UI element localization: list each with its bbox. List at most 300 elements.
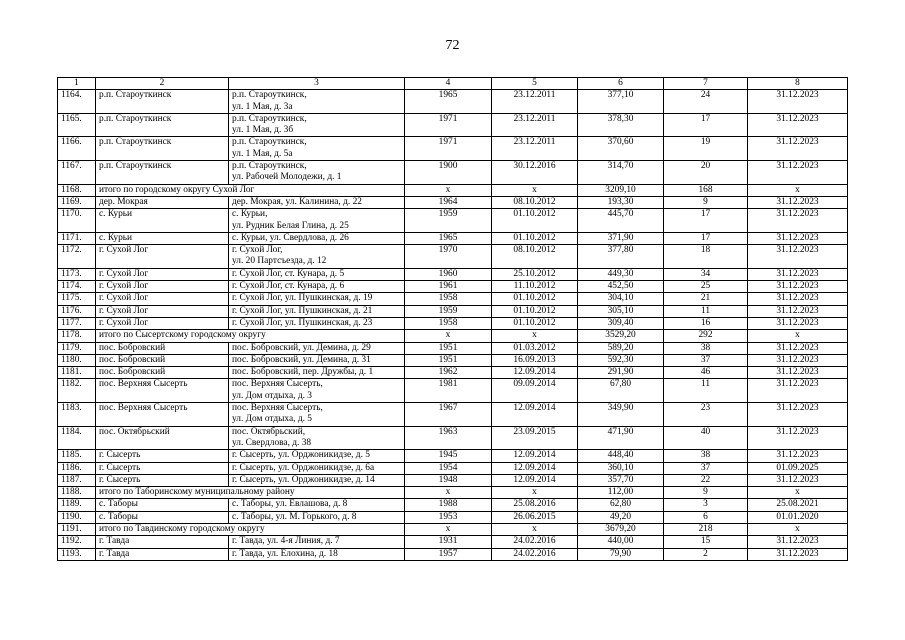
deadline-cell: 31.12.2023 [748,293,848,305]
address-line: ул. 1 Мая, д. 5а [232,148,293,159]
address-cell [229,137,405,161]
date-cell: 08.10.2012 [492,196,578,208]
table-row [58,305,848,317]
year-cell: 1954 [405,462,492,474]
area-cell: 360,10 [578,462,664,474]
table-row [58,474,848,486]
year-cell: 1953 [405,511,492,523]
year-cell: 1960 [405,268,492,280]
date-cell: 25.08.2016 [492,499,578,511]
area-cell: 378,30 [578,113,664,137]
column-header: 7 [664,78,748,90]
residents-cell: 37 [664,462,748,474]
date-cell: 12.09.2014 [492,474,578,486]
address-line: с. Таборы, ул. М. Горького, д. 8 [232,511,357,522]
deadline-cell: 31.12.2023 [748,474,848,486]
row-number-cell: 1171. [58,232,96,244]
column-header: 8 [748,78,848,90]
date-cell: 12.09.2014 [492,450,578,462]
address-cell [229,403,405,427]
area-cell: 448,40 [578,450,664,462]
table-row [58,379,848,403]
date-cell: 23.12.2011 [492,113,578,137]
address-line: г. Сухой Лог, ул. Пушкинская, д. 21 [232,305,373,316]
date-cell: 26.06.2015 [492,511,578,523]
date-cell: 24.02.2016 [492,536,578,548]
locality-cell: г. Сухой Лог [96,305,229,317]
table-row [58,113,848,137]
address-line: г. Сысерть, ул. Орджоникидзе, д. 6а [232,462,375,473]
deadline-cell: 31.12.2023 [748,367,848,379]
table-row [58,462,848,474]
area-cell: 49,20 [578,511,664,523]
locality-cell: с. Таборы [96,511,229,523]
row-number-cell: 1183. [58,403,96,427]
area-cell: 589,20 [578,342,664,354]
residents-cell: 3 [664,499,748,511]
date-cell: 30.12.2016 [492,161,578,185]
address-line: г. Сысерть, ул. Орджоникидзе, д. 14 [232,474,375,485]
deadline-cell: 31.12.2023 [748,536,848,548]
address-cell [229,379,405,403]
address-line: ул. Рудник Белая Глина, д. 25 [232,220,349,231]
deadline-cell: 31.12.2023 [748,232,848,244]
row-number-cell: 1170. [58,209,96,233]
row-number-cell: 1174. [58,281,96,293]
deadline-cell: 31.12.2023 [748,305,848,317]
date-cell: 11.10.2012 [492,281,578,293]
locality-cell: пос. Бобровский [96,342,229,354]
residents-cell: 37 [664,354,748,366]
locality-cell: р.п. Староуткинск [96,90,229,114]
table-row [58,342,848,354]
residents-cell: 9 [664,196,748,208]
address-cell [229,426,405,450]
date-cell: 23.12.2011 [492,137,578,161]
address-line: г. Тавда, ул. 4-я Линия, д. 7 [232,536,340,547]
locality-cell: дер. Мокрая [96,196,229,208]
table-total-row [58,523,848,535]
residents-cell: 168 [664,184,748,196]
year-cell: 1965 [405,90,492,114]
area-cell: 193,30 [578,196,664,208]
residents-cell: 11 [664,379,748,403]
column-header: 1 [58,78,96,90]
total-label-cell: итого по Таборинскому муниципальному району [96,487,405,499]
area-cell: 592,30 [578,354,664,366]
residents-cell: 292 [664,330,748,342]
residents-cell: 17 [664,232,748,244]
address-line: г. Сухой Лог, ст. Кунара, д. 5 [232,268,345,279]
residents-cell: 17 [664,113,748,137]
address-cell [229,245,405,269]
date-cell: 23.09.2015 [492,426,578,450]
date-cell: 25.10.2012 [492,268,578,280]
row-number-cell: 1180. [58,354,96,366]
address-cell [229,450,405,462]
residents-cell: 218 [664,523,748,535]
locality-cell: с. Курьи [96,232,229,244]
total-label-cell: итого по Тавдинскому городскому округу [96,523,405,535]
locality-cell: р.п. Староуткинск [96,113,229,137]
deadline-cell: 25.08.2021 [748,499,848,511]
address-cell [229,367,405,379]
deadline-cell: 31.12.2023 [748,281,848,293]
residents-cell: 21 [664,293,748,305]
locality-cell: пос. Бобровский [96,354,229,366]
address-cell [229,536,405,548]
date-cell: 12.09.2014 [492,367,578,379]
residents-cell: 11 [664,305,748,317]
address-line: г. Сухой Лог, [232,245,283,256]
table-row [58,536,848,548]
deadline-cell: 31.12.2023 [748,403,848,427]
deadline-cell: 31.12.2023 [748,90,848,114]
table-total-row [58,330,848,342]
area-cell: 112,00 [578,487,664,499]
year-cell: 1964 [405,196,492,208]
residents-cell: 19 [664,137,748,161]
locality-cell: г. Сысерть [96,450,229,462]
date-cell: 24.02.2016 [492,548,578,560]
year-cell: 1900 [405,161,492,185]
locality-cell: пос. Верхняя Сысерть [96,403,229,427]
address-line: г. Сысерть, ул. Орджоникидзе, д. 5 [232,450,370,461]
table-row [58,196,848,208]
residents-cell: 23 [664,403,748,427]
area-cell: 445,70 [578,209,664,233]
area-cell: 291,90 [578,367,664,379]
address-line: с. Таборы, ул. Евлашова, д. 8 [232,499,348,510]
address-cell [229,161,405,185]
year-cell: 1971 [405,113,492,137]
date-cell: 12.09.2014 [492,462,578,474]
area-cell: 349,90 [578,403,664,427]
locality-cell: пос. Октябрьский [96,426,229,450]
locality-cell: р.п. Староуткинск [96,161,229,185]
area-cell: 79,90 [578,548,664,560]
deadline-cell: 01.01.2020 [748,511,848,523]
address-line: г. Тавда, ул. Елохина, д. 18 [232,548,338,559]
year-cell: x [405,487,492,499]
table-row [58,281,848,293]
address-cell [229,293,405,305]
table-row [58,137,848,161]
residents-cell: 40 [664,426,748,450]
locality-cell: пос. Бобровский [96,367,229,379]
locality-cell: г. Сухой Лог [96,293,229,305]
locality-cell: г. Сухой Лог [96,268,229,280]
date-cell: x [492,330,578,342]
table-row [58,367,848,379]
year-cell: 1988 [405,499,492,511]
year-cell: 1948 [405,474,492,486]
deadline-cell: 31.12.2023 [748,379,848,403]
residents-cell: 16 [664,317,748,329]
table-row [58,354,848,366]
area-cell: 357,70 [578,474,664,486]
row-number-cell: 1176. [58,305,96,317]
row-number-cell: 1192. [58,536,96,548]
address-line: ул. Рабочей Молодежи, д. 1 [232,172,342,183]
table-row [58,161,848,185]
residents-cell: 18 [664,245,748,269]
row-number-cell: 1167. [58,161,96,185]
row-number-cell: 1175. [58,293,96,305]
date-cell: 01.10.2012 [492,305,578,317]
deadline-cell: 01.09.2025 [748,462,848,474]
address-cell [229,90,405,114]
row-number-cell: 1187. [58,474,96,486]
deadline-cell: x [748,330,848,342]
address-cell [229,548,405,560]
row-number-cell: 1190. [58,511,96,523]
row-number-cell: 1169. [58,196,96,208]
row-number-cell: 1172. [58,245,96,269]
address-cell [229,232,405,244]
address-line: ул. Дом отдыха, д. 3 [232,390,312,401]
area-cell: 67,80 [578,379,664,403]
address-cell [229,113,405,137]
year-cell: 1970 [405,245,492,269]
residents-cell: 9 [664,487,748,499]
deadline-cell: 31.12.2023 [748,354,848,366]
locality-cell: г. Сухой Лог [96,281,229,293]
area-cell: 309,40 [578,317,664,329]
row-number-cell: 1177. [58,317,96,329]
year-cell: 1931 [405,536,492,548]
year-cell: x [405,330,492,342]
row-number-cell: 1191. [58,523,96,535]
deadline-cell: 31.12.2023 [748,209,848,233]
date-cell: 01.10.2012 [492,317,578,329]
year-cell: 1971 [405,137,492,161]
table-row [58,511,848,523]
locality-cell: г. Тавда [96,536,229,548]
address-line: пос. Бобровский, ул. Демина, д. 29 [232,342,371,353]
row-number-cell: 1166. [58,137,96,161]
residents-cell: 6 [664,511,748,523]
year-cell: 1959 [405,305,492,317]
housing-registry-table [57,77,848,561]
residents-cell: 15 [664,536,748,548]
address-line: пос. Верхняя Сысерть, [232,379,323,390]
row-number-cell: 1193. [58,548,96,560]
table-header-row [58,78,848,90]
date-cell: x [492,184,578,196]
table-total-row [58,487,848,499]
total-label-cell: итого по городскому округу Сухой Лог [96,184,405,196]
address-cell [229,474,405,486]
locality-cell: г. Сысерть [96,474,229,486]
column-header: 3 [229,78,405,90]
residents-cell: 24 [664,90,748,114]
column-header: 6 [578,78,664,90]
address-line: с. Курьи, ул. Свердлова, д. 26 [232,232,349,243]
locality-cell: пос. Верхняя Сысерть [96,379,229,403]
address-line: пос. Верхняя Сысерть, [232,403,323,414]
row-number-cell: 1188. [58,487,96,499]
address-cell [229,281,405,293]
residents-cell: 38 [664,342,748,354]
area-cell: 3679,20 [578,523,664,535]
locality-cell: р.п. Староуткинск [96,137,229,161]
year-cell: 1961 [405,281,492,293]
address-line: р.п. Староуткинск, [232,137,307,148]
area-cell: 377,80 [578,245,664,269]
date-cell: 01.10.2012 [492,232,578,244]
area-cell: 3209,10 [578,184,664,196]
area-cell: 452,50 [578,281,664,293]
area-cell: 377,10 [578,90,664,114]
residents-cell: 34 [664,268,748,280]
address-line: пос. Октябрьский, [232,426,306,437]
table-row [58,403,848,427]
deadline-cell: 31.12.2023 [748,196,848,208]
column-header: 4 [405,78,492,90]
table-row [58,245,848,269]
table-body [58,78,848,561]
column-header: 2 [96,78,229,90]
address-line: г. Сухой Лог, ул. Пушкинская, д. 19 [232,293,373,304]
year-cell: 1965 [405,232,492,244]
deadline-cell: 31.12.2023 [748,245,848,269]
deadline-cell: x [748,523,848,535]
row-number-cell: 1179. [58,342,96,354]
row-number-cell: 1178. [58,330,96,342]
area-cell: 370,60 [578,137,664,161]
row-number-cell: 1165. [58,113,96,137]
address-line: с. Курьи, [232,209,268,220]
table-row [58,317,848,329]
area-cell: 371,90 [578,232,664,244]
address-line: р.п. Староуткинск, [232,113,307,124]
year-cell: 1963 [405,426,492,450]
deadline-cell: 31.12.2023 [748,426,848,450]
deadline-cell: x [748,487,848,499]
residents-cell: 25 [664,281,748,293]
date-cell: 23.12.2011 [492,90,578,114]
locality-cell: г. Сухой Лог [96,317,229,329]
address-line: ул. 1 Мая, д. 3б [232,125,294,136]
residents-cell: 22 [664,474,748,486]
address-line: ул. Свердлова, д. 38 [232,437,312,448]
address-cell [229,209,405,233]
locality-cell: с. Курьи [96,209,229,233]
deadline-cell: 31.12.2023 [748,268,848,280]
address-line: ул. 20 Партсъезда, д. 12 [232,256,327,267]
year-cell: 1962 [405,367,492,379]
address-cell [229,317,405,329]
year-cell: 1945 [405,450,492,462]
area-cell: 305,10 [578,305,664,317]
deadline-cell: 31.12.2023 [748,161,848,185]
residents-cell: 17 [664,209,748,233]
area-cell: 3529,20 [578,330,664,342]
address-cell [229,354,405,366]
address-line: пос. Бобровский, пер. Дружбы, д. 1 [232,367,374,378]
date-cell: 08.10.2012 [492,245,578,269]
year-cell: 1958 [405,317,492,329]
deadline-cell: 31.12.2023 [748,548,848,560]
address-line: пос. Бобровский, ул. Демина, д. 31 [232,354,371,365]
address-cell [229,462,405,474]
table-row [58,90,848,114]
residents-cell: 2 [664,548,748,560]
table-total-row [58,184,848,196]
deadline-cell: x [748,184,848,196]
deadline-cell: 31.12.2023 [748,342,848,354]
row-number-cell: 1168. [58,184,96,196]
date-cell: 12.09.2014 [492,403,578,427]
residents-cell: 20 [664,161,748,185]
year-cell: x [405,184,492,196]
year-cell: 1959 [405,209,492,233]
address-cell [229,196,405,208]
row-number-cell: 1181. [58,367,96,379]
address-line: р.п. Староуткинск, [232,161,307,172]
date-cell: 01.10.2012 [492,293,578,305]
table-row [58,426,848,450]
column-header: 5 [492,78,578,90]
locality-cell: с. Таборы [96,499,229,511]
area-cell: 449,30 [578,268,664,280]
table-row [58,293,848,305]
table-row [58,548,848,560]
table-row [58,232,848,244]
row-number-cell: 1186. [58,462,96,474]
table-row [58,499,848,511]
area-cell: 304,10 [578,293,664,305]
address-line: ул. 1 Мая, д. 3а [232,101,293,112]
table-row [58,209,848,233]
row-number-cell: 1182. [58,379,96,403]
year-cell: 1958 [405,293,492,305]
year-cell: 1981 [405,379,492,403]
year-cell: 1957 [405,548,492,560]
date-cell: x [492,487,578,499]
address-cell [229,268,405,280]
address-cell [229,499,405,511]
row-number-cell: 1164. [58,90,96,114]
year-cell: 1951 [405,354,492,366]
date-cell: 16.09.2013 [492,354,578,366]
address-line: г. Сухой Лог, ст. Кунара, д. 6 [232,281,345,292]
date-cell: 09.09.2014 [492,379,578,403]
area-cell: 440,00 [578,536,664,548]
address-line: р.п. Староуткинск, [232,90,307,101]
row-number-cell: 1184. [58,426,96,450]
deadline-cell: 31.12.2023 [748,317,848,329]
address-cell [229,342,405,354]
area-cell: 314,70 [578,161,664,185]
date-cell: 01.10.2012 [492,209,578,233]
residents-cell: 38 [664,450,748,462]
year-cell: x [405,523,492,535]
address-cell [229,305,405,317]
address-line: дер. Мокрая, ул. Калинина, д. 22 [232,196,362,207]
table-row [58,268,848,280]
area-cell: 62,80 [578,499,664,511]
row-number-cell: 1185. [58,450,96,462]
table-row [58,450,848,462]
locality-cell: г. Тавда [96,548,229,560]
address-line: г. Сухой Лог, ул. Пушкинская, д. 23 [232,317,373,328]
total-label-cell: итого по Сысертскому городскому округу [96,330,405,342]
area-cell: 471,90 [578,426,664,450]
year-cell: 1967 [405,403,492,427]
deadline-cell: 31.12.2023 [748,450,848,462]
